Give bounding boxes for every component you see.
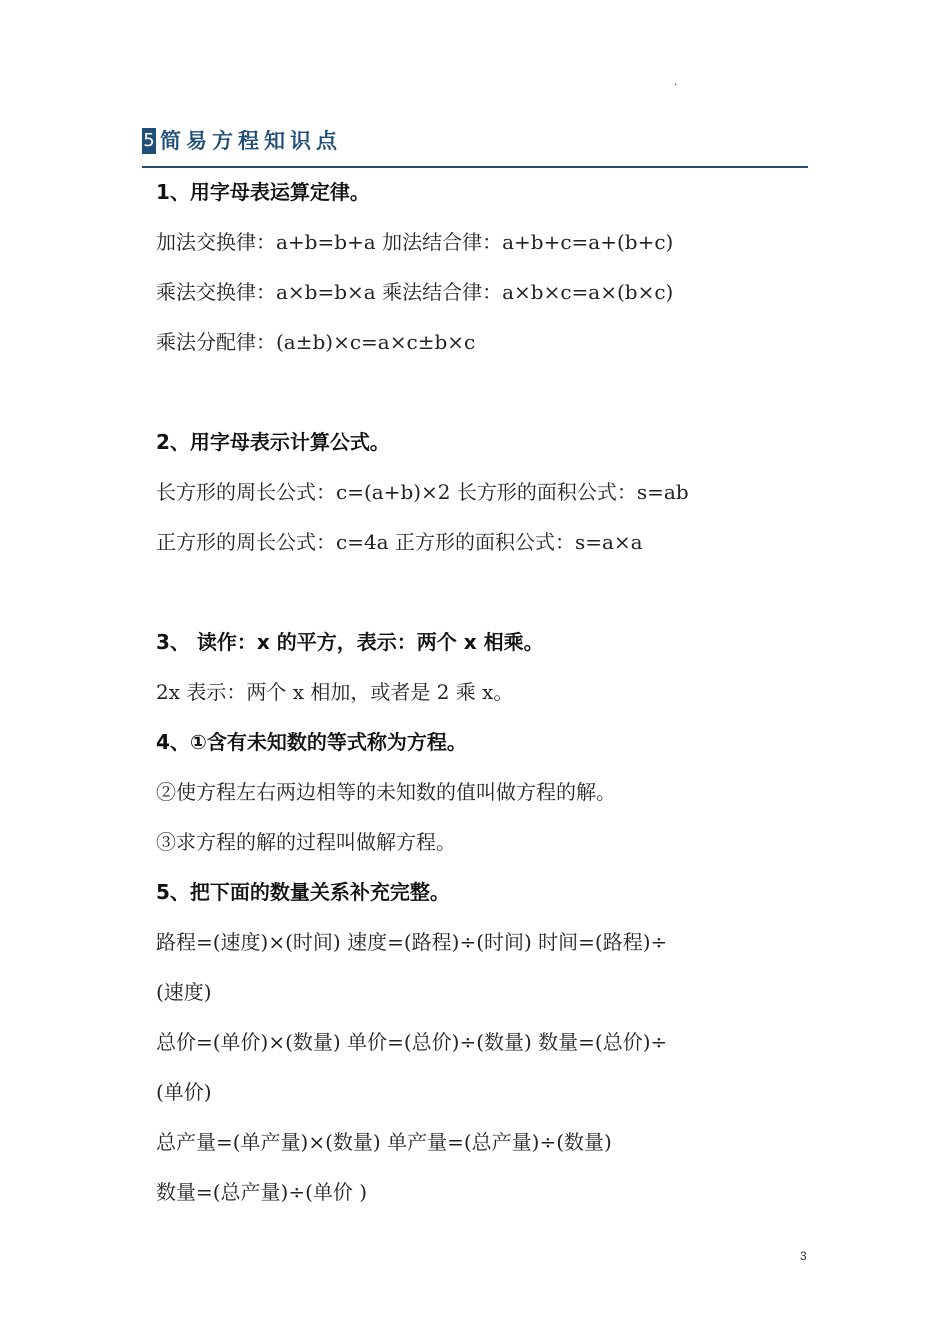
- distance-relation: 路程=(速度)×(时间) 速度=(路程)÷(时间) 时间=(路程)÷: [156, 930, 668, 954]
- rectangle-formulas: 长方形的周长公式：c=(a+b)×2 长方形的面积公式：s=ab: [156, 480, 689, 504]
- heading-operation-laws: 1、用字母表运算定律。: [156, 180, 370, 204]
- header-dot: .: [674, 74, 678, 88]
- heading-x-squared: 3、 读作：x 的平方，表示：两个 x 相乘。: [156, 630, 544, 654]
- section-title: 简易方程知识点: [160, 129, 342, 153]
- page-number: 3: [800, 1249, 807, 1263]
- heading-formulas: 2、用字母表示计算公式。: [156, 430, 390, 454]
- section-number-badge: 5: [142, 128, 156, 154]
- distributive-law: 乘法分配律：(a±b)×c=a×c±b×c: [156, 330, 476, 354]
- production-relation: 总产量=(单产量)×(数量) 单产量=(总产量)÷(数量): [156, 1130, 612, 1154]
- section-header: [142, 124, 808, 168]
- price-relation-continued: (单价): [156, 1080, 212, 1104]
- square-formulas: 正方形的周长公式：c=4a 正方形的面积公式：s=a×a: [156, 530, 643, 554]
- solving-equation-definition: ③求方程的解的过程叫做解方程。: [156, 830, 456, 854]
- quantity-relation: 数量=(总产量)÷(单价 ): [156, 1180, 368, 1204]
- equation-solution-definition: ②使方程左右两边相等的未知数的值叫做方程的解。: [156, 780, 616, 804]
- multiplication-laws: 乘法交换律：a×b=b×a 乘法结合律：a×b×c=a×(b×c): [156, 280, 674, 304]
- price-relation: 总价=(单价)×(数量) 单价=(总价)÷(数量) 数量=(总价)÷: [156, 1030, 668, 1054]
- heading-equation-definition: 4、①含有未知数的等式称为方程。: [156, 730, 467, 754]
- addition-laws: 加法交换律：a+b=b+a 加法结合律：a+b+c=a+(b+c): [156, 230, 674, 254]
- heading-quantity-relations: 5、把下面的数量关系补充完整。: [156, 880, 450, 904]
- distance-relation-continued: (速度): [156, 980, 212, 1004]
- two-x-meaning: 2x 表示：两个 x 相加，或者是 2 乘 x。: [156, 680, 514, 704]
